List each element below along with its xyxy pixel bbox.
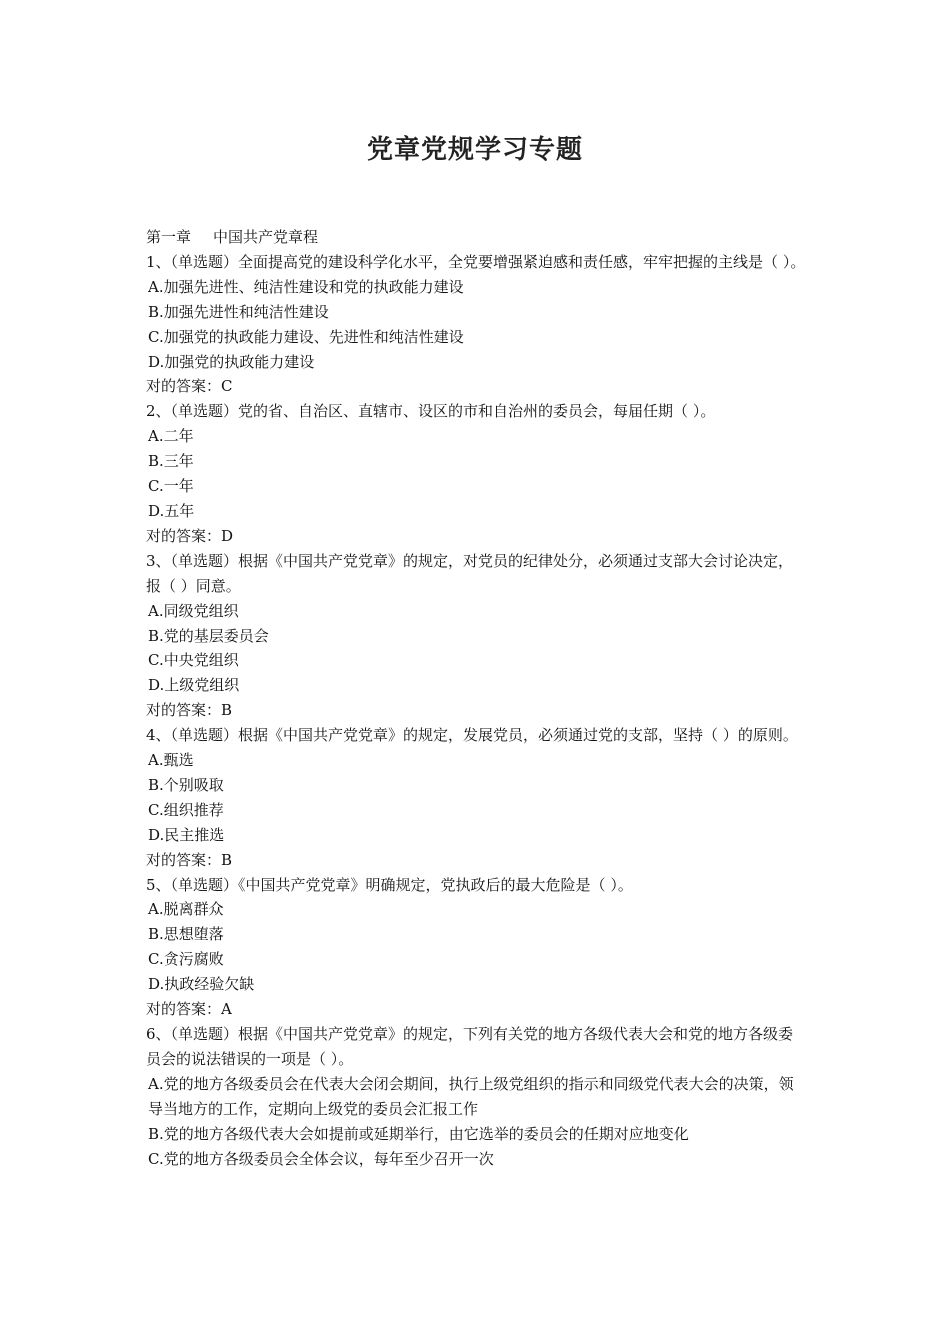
option-d: D.上级党组织 <box>148 676 240 695</box>
option-c: C.贪污腐败 <box>148 950 224 969</box>
option-a: A.党的地方各级委员会在代表大会闭会期间，执行上级党组织的指示和同级党代表大会的决策，领导当地方的工作，定期向上级党的委员会汇报工作 <box>148 1074 794 1118</box>
chapter-name: 中国共产党章程 <box>213 228 319 246</box>
option-c: C.一年 <box>148 477 194 496</box>
option-b: B.思想堕落 <box>148 925 224 944</box>
option-d: D.加强党的执政能力建设 <box>148 352 315 371</box>
option-d: D.五年 <box>148 501 195 520</box>
option-c: C.中央党组织 <box>148 651 239 670</box>
option-c: C.组织推荐 <box>148 800 224 819</box>
option-a: A.脱离群众 <box>148 900 224 919</box>
correct-answer: 对的答案：B <box>146 701 233 720</box>
question-stem: 2、（单选题）党的省、自治区、直辖市、设区的市和自治州的委员会，每届任期（ ）。 <box>146 402 716 421</box>
option-c: C.党的地方各级委员会全体会议，每年至少召开一次 <box>148 1149 494 1168</box>
option-a: A.加强先进性、纯洁性建设和党的执政能力建设 <box>148 277 464 296</box>
correct-answer: 对的答案：A <box>146 1000 232 1019</box>
question-block <box>146 873 808 1022</box>
correct-answer: 对的答案：C <box>146 377 233 396</box>
document-body <box>146 225 808 1171</box>
option-b: B.个别吸取 <box>148 775 224 794</box>
option-a: A.甄选 <box>148 751 194 770</box>
chapter-label: 第一章 <box>146 228 192 246</box>
option-c: C.加强党的执政能力建设、先进性和纯洁性建设 <box>148 327 464 346</box>
correct-answer: 对的答案：B <box>146 850 233 869</box>
option-b: B.加强先进性和纯洁性建设 <box>148 302 329 321</box>
question-stem: 4、（单选题）根据《中国共产党党章》的规定，发展党员，必须通过党的支部，坚持（ ）的原则。 <box>146 726 798 745</box>
page-title: 党章党规学习专题 <box>366 135 583 165</box>
option-b: B.党的地方各级代表大会如提前或延期举行，由它选举的委员会的任期对应地变化 <box>148 1124 689 1143</box>
question-block <box>146 250 808 399</box>
question-stem: 3、（单选题）根据《中国共产党党章》的规定，对党员的纪律处分，必须通过支部大会讨论决定，报（ ）同意。 <box>146 551 794 595</box>
option-b: B.党的基层委员会 <box>148 626 269 645</box>
question-stem: 1、（单选题）全面提高党的建设科学化水平，全党要增强紧迫感和责任感，牢牢把握的主线是（ ）。 <box>146 252 806 271</box>
option-d: D.民主推选 <box>148 825 225 844</box>
question-stem: 5、（单选题）《中国共产党党章》明确规定，党执政后的最大危险是（ ）。 <box>146 875 633 894</box>
correct-answer: 对的答案：D <box>146 526 234 545</box>
question-block <box>146 723 808 872</box>
option-b: B.三年 <box>148 452 194 471</box>
chapter-heading <box>146 225 808 250</box>
option-a: A.同级党组织 <box>148 601 239 620</box>
option-d: D.执政经验欠缺 <box>148 975 255 994</box>
question-block <box>146 399 808 548</box>
question-stem: 6、（单选题）根据《中国共产党党章》的规定，下列有关党的地方各级代表大会和党的地方各级委员会的说法错误的一项是（ ）。 <box>146 1025 794 1068</box>
option-a: A.二年 <box>148 427 194 446</box>
question-block <box>146 1022 808 1171</box>
question-block <box>146 549 808 723</box>
